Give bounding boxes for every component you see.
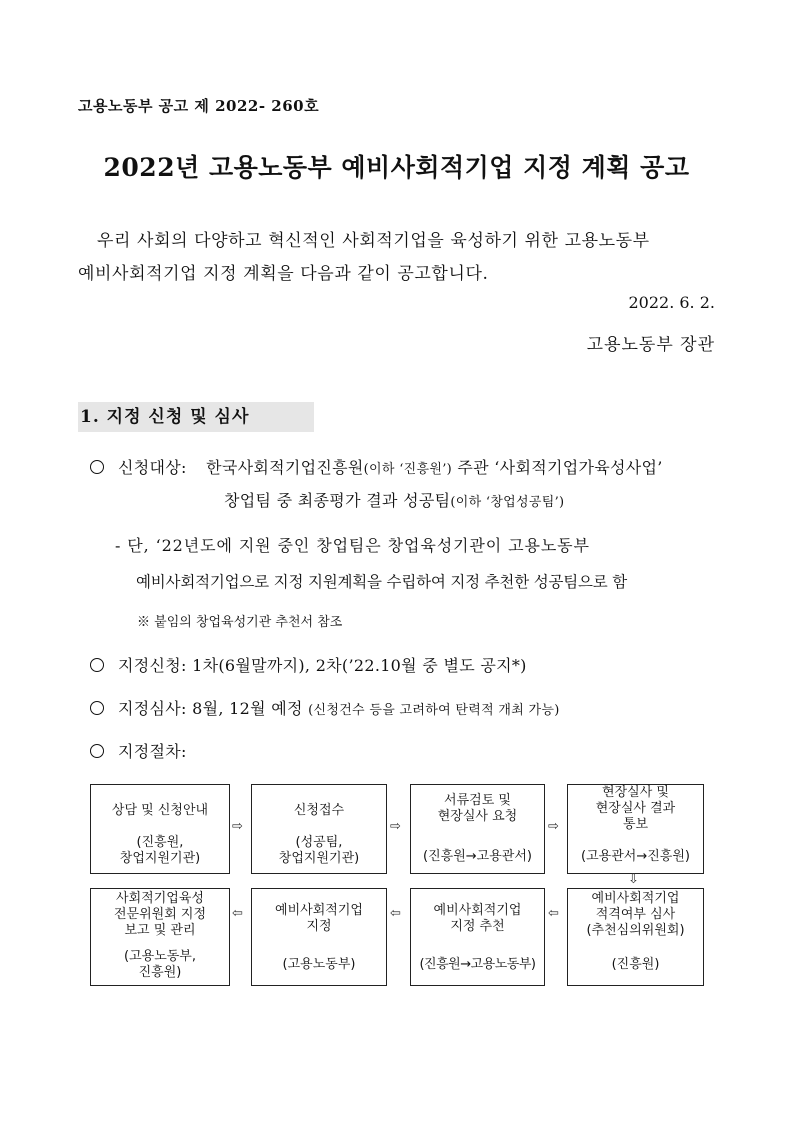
- flow-step-eligibility-review: [567, 888, 704, 986]
- arrow-left-icon: ⇦: [548, 906, 559, 921]
- review-text: 지정심사: 8월, 12월 예정: [118, 699, 309, 718]
- issuer: 고용노동부 장관: [586, 335, 715, 355]
- notice-number: 고용노동부 공고 제 2022- 260호: [78, 97, 320, 115]
- notice-date: 2022. 6. 2.: [628, 293, 715, 312]
- flow-step-title: 서류검토 및 현장실사 요청: [437, 793, 518, 824]
- flow-step-designation: [251, 888, 387, 986]
- target-program: 주관 ‘사회적기업가육성사업’: [452, 458, 663, 477]
- flow-step-title: 예비사회적기업 적격여부 심사 (추천심의위원회): [586, 891, 685, 938]
- intro-line-1: 우리 사회의 다양하고 혁신적인 사회적기업을 육성하기 위한 고용노동부: [97, 231, 650, 251]
- flow-step-actor: (고용노동부, 진흥원): [124, 949, 196, 980]
- arrow-left-icon: ⇦: [232, 906, 243, 921]
- target-team-alias: (이하 ‘창업성공팀’): [450, 495, 565, 510]
- flow-step-actor: (진흥원, 창업지원기관): [119, 835, 201, 866]
- arrow-right-icon: ⇨: [548, 819, 559, 834]
- arrow-down-icon: ⇩: [628, 872, 639, 887]
- flow-step-recommendation: [410, 888, 545, 986]
- flow-step-title: 사회적기업육성 전문위원회 지정 보고 및 관리: [113, 891, 207, 938]
- flow-step-actor: (고용관서→진흥원): [581, 849, 690, 864]
- intro-line-2: 예비사회적기업 지정 계획을 다음과 같이 공고합니다.: [78, 264, 489, 284]
- apply-text: 지정신청: 1차(6월말까지), 2차(’22.10월 중 별도 공지*): [118, 656, 527, 675]
- arrow-right-icon: ⇨: [232, 819, 243, 834]
- flow-step-consult: [90, 784, 230, 874]
- flow-step-actor: (진흥원→고용노동부): [419, 957, 536, 972]
- flow-step-title: 예비사회적기업 지정: [275, 903, 363, 934]
- page-title: 2022년 고용노동부 예비사회적기업 지정 계획 공고: [103, 153, 690, 182]
- procedure-label: 지정절차:: [118, 742, 187, 761]
- flow-step-actor: (성공팀, 창업지원기관): [278, 835, 360, 866]
- flow-step-actor: (진흥원→고용관서): [423, 849, 532, 864]
- flow-step-title: 상담 및 신청안내: [111, 803, 209, 818]
- flow-step-title: 현장실사 및 현장실사 결과 통보: [595, 785, 676, 832]
- flow-step-document-review: [410, 784, 545, 874]
- target-org: 한국사회적기업진흥원: [206, 458, 364, 477]
- section-heading: 1. 지정 신청 및 심사: [78, 402, 314, 432]
- flow-step-actor: (진흥원): [611, 957, 660, 972]
- review-note: (신청건수 등을 고려하여 탄력적 개최 가능): [308, 703, 560, 718]
- exception-line-2: 예비사회적기업으로 지정 지원계획을 수립하여 지정 추천한 성공팀으로 함: [136, 573, 628, 591]
- circle-bullet-icon: [90, 744, 104, 758]
- target-team: 창업팀 중 최종평가 결과 성공팀: [224, 491, 451, 510]
- review-row: [90, 696, 560, 719]
- arrow-right-icon: ⇨: [390, 819, 401, 834]
- flow-step-title: 신청접수: [293, 803, 345, 818]
- circle-bullet-icon: [90, 460, 104, 474]
- target-org-alias: (이하 ‘진흥원’): [363, 462, 453, 477]
- exception-line-1: - 단, ‘22년도에 지원 중인 창업팀은 창업육성기관이 고용노동부: [115, 536, 590, 555]
- target-row: [90, 455, 663, 478]
- procedure-row: [90, 739, 187, 762]
- target-label: 신청대상:: [118, 458, 187, 477]
- arrow-left-icon: ⇦: [390, 906, 401, 921]
- flow-step-title: 예비사회적기업 지정 추천: [433, 903, 522, 934]
- flow-step-committee: [90, 888, 230, 986]
- circle-bullet-icon: [90, 701, 104, 715]
- flow-step-site-inspection: [567, 784, 704, 874]
- target-row-2: [224, 488, 564, 511]
- circle-bullet-icon: [90, 658, 104, 672]
- apply-row: [90, 653, 527, 676]
- flow-step-receive: [251, 784, 387, 874]
- reference-note: ※ 붙임의 창업육성기관 추천서 참조: [137, 615, 343, 630]
- flow-step-actor: (고용노동부): [282, 957, 356, 972]
